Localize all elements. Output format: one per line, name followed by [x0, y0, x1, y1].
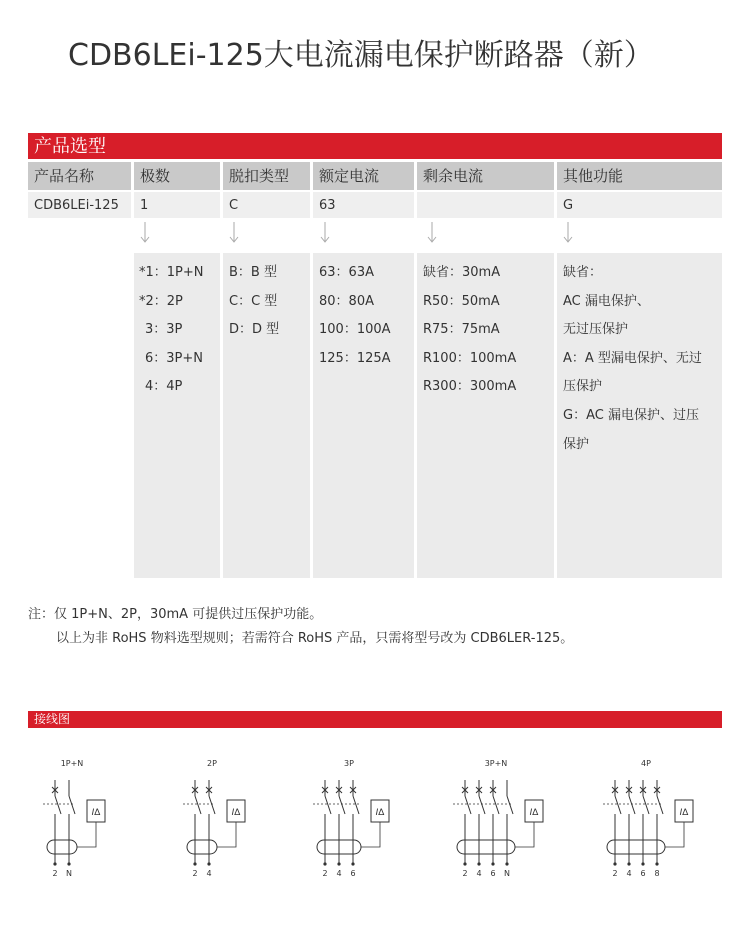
option-item: R50：50mA: [423, 293, 500, 309]
switch-contact: [353, 796, 359, 814]
wiring-diagram-2p: [165, 752, 285, 882]
option-item: 4：4P: [145, 379, 183, 395]
switch-contact: [209, 796, 215, 814]
wiring-heading: 接线图: [28, 711, 722, 728]
value-poles: 1: [134, 192, 220, 218]
terminal-dot: [53, 862, 56, 865]
switch-contact: [657, 796, 663, 814]
note-line-1: 注：仅 1P+N、2P，30mA 可提供过压保护功能。: [28, 607, 323, 622]
switch-contact: [69, 796, 75, 814]
option-item: B：B 型: [229, 265, 277, 280]
options-trip-type: [223, 253, 310, 578]
option-item: D：D 型: [229, 322, 280, 338]
rcd-connection: [361, 822, 380, 847]
option-item: 3：3P: [145, 322, 183, 338]
terminal-dot: [477, 862, 480, 865]
option-item: 保护: [563, 436, 590, 452]
rcd-connection: [515, 822, 534, 847]
options-residual-current: [417, 253, 554, 578]
option-item: 无过压保护: [563, 322, 629, 338]
option-item: 压保护: [563, 379, 603, 395]
terminal-label: 6: [640, 869, 646, 878]
terminal-label: 2: [612, 869, 618, 878]
down-arrow-icon: [319, 222, 331, 246]
switch-contact: [339, 796, 345, 814]
terminal-label: 6: [350, 869, 356, 878]
down-arrow-icon: [562, 222, 574, 246]
option-item: 缺省：: [563, 265, 603, 280]
value-product-name: CDB6LEi-125: [28, 192, 131, 218]
note-line-2: 以上为非 RoHS 物料选型规则；若需符合 RoHS 产品，只需将型号改为 CDB6LER-125。: [56, 631, 574, 646]
terminal-label: 4: [336, 869, 342, 878]
current-transformer: [47, 840, 77, 854]
switch-contact: [325, 796, 331, 814]
option-item: 100：100A: [319, 322, 391, 338]
option-item: 6：3P+N: [145, 350, 203, 366]
terminal-label: 2: [462, 869, 468, 878]
col-header-rated-current: 额定电流: [313, 162, 414, 190]
switch-contact: [615, 796, 621, 814]
diagram-label: 3P: [344, 759, 354, 768]
terminal-dot: [613, 862, 616, 865]
terminal-label: 2: [192, 869, 198, 878]
col-header-trip-type: 脱扣类型: [223, 162, 310, 190]
diagram-label: 3P+N: [484, 759, 508, 768]
down-arrow-icon: [228, 222, 240, 246]
terminal-label: 2: [322, 869, 328, 878]
rcd-connection: [77, 822, 96, 847]
wiring-diagram-3p: [295, 752, 415, 882]
terminal-label: 2: [52, 869, 58, 878]
rcd-connection: [665, 822, 684, 847]
col-header-residual-current: 剩余电流: [417, 162, 554, 190]
rcd-symbol: I∆: [231, 808, 241, 818]
down-arrow-icon: [139, 222, 151, 246]
terminal-dot: [337, 862, 340, 865]
col-header-other-functions: 其他功能: [557, 162, 722, 190]
terminal-dot: [491, 862, 494, 865]
value-residual-current: [417, 192, 554, 218]
value-trip-type: C: [223, 192, 310, 218]
option-item: R300：300mA: [423, 379, 517, 395]
terminal-dot: [351, 862, 354, 865]
switch-contact: [493, 796, 499, 814]
switch-contact: [479, 796, 485, 814]
wiring-diagram-1p-n: [25, 752, 145, 882]
rcd-symbol: I∆: [91, 808, 101, 818]
terminal-label: N: [66, 869, 72, 878]
option-item: C：C 型: [229, 293, 278, 309]
option-item: 63：63A: [319, 265, 374, 280]
terminal-dot: [207, 862, 210, 865]
page-title: CDB6LEi-125大电流漏电保护断路器（新）: [68, 38, 654, 73]
rcd-connection: [217, 822, 236, 847]
terminal-label: 4: [206, 869, 212, 878]
switch-contact: [507, 796, 513, 814]
terminal-label: 4: [476, 869, 482, 878]
option-item: R75：75mA: [423, 322, 500, 338]
terminal-label: 8: [654, 869, 660, 878]
col-header-product-name: 产品名称: [28, 162, 131, 190]
option-item: G：AC 漏电保护、过压: [563, 407, 699, 423]
rcd-symbol: I∆: [679, 808, 689, 818]
terminal-dot: [641, 862, 644, 865]
terminal-dot: [193, 862, 196, 865]
switch-contact: [629, 796, 635, 814]
rcd-symbol: I∆: [375, 808, 385, 818]
terminal-dot: [655, 862, 658, 865]
diagram-label: 2P: [207, 759, 217, 768]
terminal-dot: [323, 862, 326, 865]
switch-contact: [195, 796, 201, 814]
options-other-functions: [557, 253, 722, 578]
wiring-diagram-3p-n: [435, 752, 555, 882]
value-other-functions: G: [557, 192, 722, 218]
options-rated-current: [313, 253, 414, 578]
option-item: 缺省：30mA: [423, 265, 501, 280]
option-item: *1：1P+N: [139, 265, 204, 280]
switch-contact: [643, 796, 649, 814]
option-item: 80：80A: [319, 293, 374, 309]
option-item: R100：100mA: [423, 350, 517, 366]
col-header-poles: 极数: [134, 162, 220, 190]
diagram-label: 4P: [641, 759, 651, 768]
terminal-label: 6: [490, 869, 496, 878]
current-transformer: [607, 840, 665, 854]
options-poles: [134, 253, 220, 578]
current-transformer: [187, 840, 217, 854]
current-transformer: [457, 840, 515, 854]
option-item: AC 漏电保护、: [563, 293, 650, 309]
terminal-dot: [505, 862, 508, 865]
switch-contact: [465, 796, 471, 814]
wiring-diagram-4p: [585, 752, 705, 882]
rcd-symbol: I∆: [529, 808, 539, 818]
value-rated-current: 63: [313, 192, 414, 218]
diagram-label: 1P+N: [60, 759, 84, 768]
selection-heading: 产品选型: [28, 133, 722, 159]
option-item: A：A 型漏电保护、无过: [563, 350, 702, 366]
down-arrow-icon: [426, 222, 438, 246]
terminal-label: 4: [626, 869, 632, 878]
option-item: *2：2P: [139, 293, 183, 309]
terminal-dot: [627, 862, 630, 865]
switch-contact: [55, 796, 61, 814]
option-item: 125：125A: [319, 350, 391, 366]
terminal-dot: [67, 862, 70, 865]
terminal-dot: [463, 862, 466, 865]
terminal-label: N: [504, 869, 510, 878]
